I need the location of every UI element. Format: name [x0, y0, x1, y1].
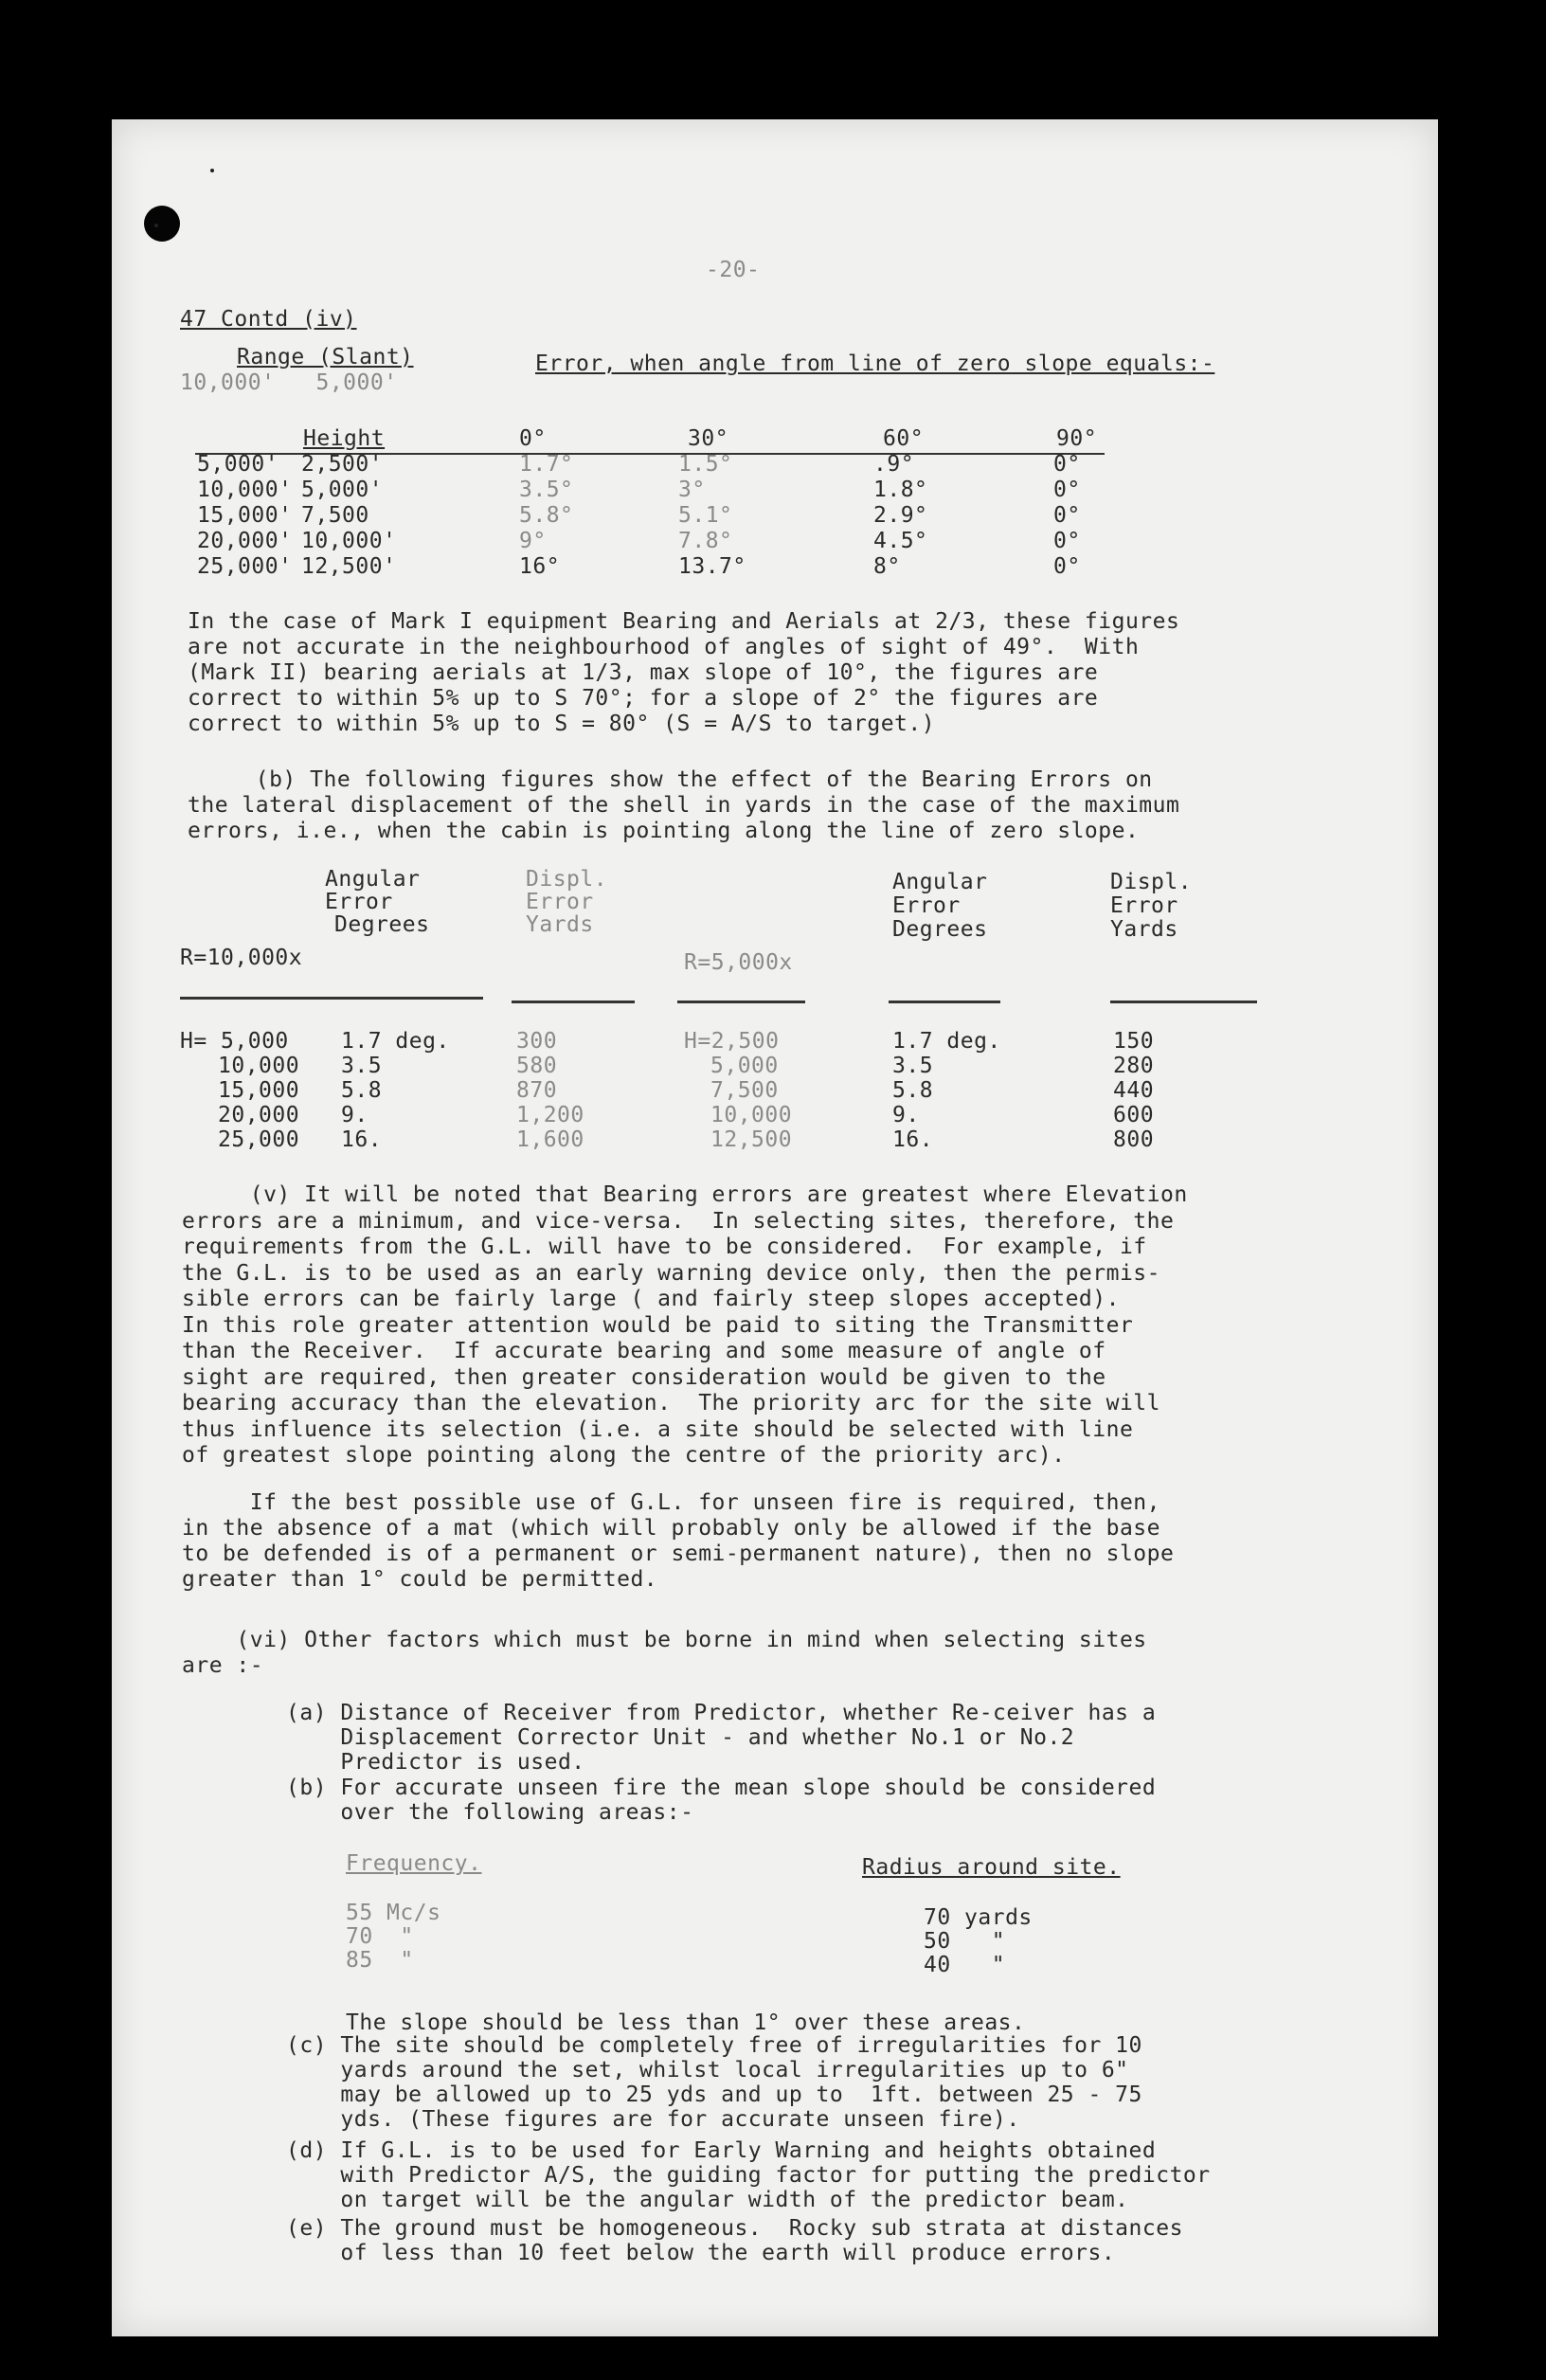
- para3-line: sible errors can be fairly large ( and fairly steep slopes accepted).: [182, 1287, 1120, 1311]
- table1-cell: 3.5°: [519, 478, 574, 502]
- left-range-label: R=10,000x: [180, 946, 303, 970]
- table2-cell: H=2,500: [684, 1029, 780, 1054]
- para5-line: (vi) Other factors which must be borne in mind when selecting sites: [182, 1628, 1147, 1652]
- table2-rule: [677, 1001, 805, 1003]
- table1-cell: 5,000': [301, 478, 384, 502]
- table1-cell: 1.7°: [519, 452, 574, 477]
- item-a-line: Predictor is used.: [286, 1750, 585, 1775]
- table1-cell: .9°: [873, 452, 915, 477]
- error-header: Error, when angle from line of zero slope equals:-: [535, 352, 1215, 376]
- table2-cell: 5,000: [710, 1054, 779, 1078]
- table1-cell: 1.5°: [678, 452, 733, 477]
- table1-cell: 1.8°: [873, 478, 928, 502]
- frequency-cell: 85 ": [346, 1948, 414, 1973]
- page-number: -20-: [706, 258, 761, 282]
- left-angular-header: Angular: [325, 867, 421, 892]
- table1-cell: 5.8°: [519, 503, 574, 528]
- range-header: Range (Slant): [237, 345, 414, 370]
- table1-cell: 5.1°: [678, 503, 733, 528]
- para3-line: errors are a minimum, and vice-versa. In selecting sites, therefore, the: [182, 1208, 1175, 1234]
- table2-cell: 12,500: [710, 1127, 793, 1152]
- para3-line: of greatest slope pointing along the centre of the priority arc).: [182, 1443, 1066, 1468]
- table2-rule: [180, 997, 483, 1000]
- table1-cell: 2.9°: [873, 503, 928, 528]
- table1-cell: 16°: [519, 554, 561, 579]
- table2-rule: [1110, 1001, 1257, 1003]
- item-d-line: (d) If G.L. is to be used for Early Warning and heights obtained: [286, 2138, 1157, 2163]
- table2-cell: 1.7 deg.: [892, 1029, 1001, 1054]
- range-values: 10,000' 5,000': [180, 370, 398, 395]
- table2-cell: 5.8: [892, 1078, 934, 1103]
- item-b-line: (b) For accurate unseen fire the mean slope should be considered: [286, 1776, 1157, 1800]
- table1-cell: 0°: [1053, 529, 1081, 553]
- left-displ-header: Displ.: [526, 867, 608, 892]
- table1-cell: 0°: [1053, 503, 1081, 528]
- table2-cell: H= 5,000: [180, 1029, 289, 1054]
- right-range-label: R=5,000x: [684, 950, 793, 975]
- right-angular-header: Degrees: [892, 917, 988, 942]
- height-header: Height: [303, 426, 386, 451]
- table2-cell: 9.: [341, 1103, 369, 1127]
- para2-line: the lateral displacement of the shell in yards in the case of the maximum: [188, 793, 1180, 818]
- table1-cell: 0°: [1053, 478, 1081, 502]
- frequency-cell: 55 Mc/s: [346, 1901, 441, 1925]
- table1-cell: 9°: [519, 529, 547, 553]
- slope-note: The slope should be less than 1° over these areas.: [346, 2010, 1026, 2035]
- table2-cell: 870: [516, 1078, 558, 1103]
- table1-cell: 4.5°: [873, 529, 928, 553]
- table2-cell: 16.: [892, 1127, 934, 1152]
- right-angular-header: Error: [892, 893, 961, 918]
- item-c-line: (c) The site should be completely free of irregularities for 10: [286, 2033, 1142, 2058]
- table2-cell: 7,500: [710, 1078, 779, 1103]
- right-displ-header: Displ.: [1110, 870, 1193, 894]
- angle-header-90: 90°: [1056, 426, 1098, 451]
- table2-cell: 3.5: [341, 1054, 383, 1078]
- para4-line: to be defended is of a permanent or semi-permanent nature), then no slope: [182, 1542, 1175, 1566]
- table2-cell: 20,000: [218, 1103, 300, 1127]
- para1-line: correct to within 5% up to S = 80° (S = A/S to target.): [188, 712, 936, 736]
- para4-line: greater than 1° could be permitted.: [182, 1567, 658, 1592]
- radius-cell: 70 yards: [924, 1905, 1033, 1930]
- item-e-line: (e) The ground must be homogeneous. Rocky sub strata at distances: [286, 2216, 1183, 2241]
- table1-cell: 7,500: [301, 503, 369, 528]
- angle-header-60: 60°: [883, 426, 925, 451]
- para1-line: correct to within 5% up to S 70°; for a slope of 2° the figures are: [188, 686, 1099, 711]
- para2-line: errors, i.e., when the cabin is pointing along the line of zero slope.: [188, 819, 1140, 843]
- para1-line: In the case of Mark I equipment Bearing and Aerials at 2/3, these figures: [188, 609, 1180, 634]
- table1-cell: 0°: [1053, 452, 1081, 477]
- table1-cell: 10,000': [197, 478, 293, 502]
- table1-cell: 5,000': [197, 452, 279, 477]
- table2-cell: 1,200: [516, 1103, 584, 1127]
- table2-cell: 16.: [341, 1127, 383, 1152]
- item-e-line: of less than 10 feet below the earth will produce errors.: [286, 2241, 1116, 2265]
- para3-line: In this role greater attention would be paid to siting the Transmitter: [182, 1312, 1134, 1338]
- radius-cell: 40 ": [924, 1953, 1006, 1977]
- frequency-cell: 70 ": [346, 1924, 414, 1949]
- item-a-line: Displacement Corrector Unit - and whether No.1 or No.2: [286, 1725, 1075, 1750]
- right-angular-header: Angular: [892, 870, 988, 894]
- table2-cell: 300: [516, 1029, 558, 1054]
- para5-line: are :-: [182, 1653, 264, 1678]
- para3-line: sight are required, then greater consideration would be given to the: [182, 1364, 1106, 1390]
- table2-cell: 280: [1113, 1054, 1155, 1078]
- punch-hole: [144, 206, 180, 242]
- table2-cell: 10,000: [218, 1054, 300, 1078]
- table2-cell: 9.: [892, 1103, 920, 1127]
- table1-cell: 2,500': [301, 452, 384, 477]
- table2-rule: [512, 1001, 635, 1003]
- section-heading: 47 Contd (iv): [180, 307, 357, 332]
- table2-rule: [889, 1001, 1000, 1003]
- item-c-line: yards around the set, whilst local irregularities up to 6": [286, 2058, 1129, 2082]
- table1-cell: 13.7°: [678, 554, 746, 579]
- table1-cell: 7.8°: [678, 529, 733, 553]
- table2-cell: 1,600: [516, 1127, 584, 1152]
- left-displ-header: Yards: [526, 912, 594, 937]
- item-d-line: on target will be the angular width of the predictor beam.: [286, 2188, 1129, 2212]
- table2-cell: 25,000: [218, 1127, 300, 1152]
- table1-cell: 0°: [1053, 554, 1081, 579]
- para3-line: requirements from the G.L. will have to be considered. For example, if: [182, 1235, 1147, 1259]
- table2-cell: 800: [1113, 1127, 1155, 1152]
- radius-header: Radius around site.: [862, 1855, 1121, 1880]
- table1-cell: 8°: [873, 554, 901, 579]
- table2-cell: 3.5: [892, 1054, 934, 1078]
- para1-line: are not accurate in the neighbourhood of angles of sight of 49°. With: [188, 635, 1140, 659]
- item-c-line: may be allowed up to 25 yds and up to 1ft. between 25 - 75: [286, 2082, 1142, 2107]
- table2-cell: 150: [1113, 1029, 1155, 1054]
- table2-cell: 440: [1113, 1078, 1155, 1103]
- para3-line: bearing accuracy than the elevation. The priority arc for the site will: [182, 1391, 1160, 1415]
- speck: [210, 169, 214, 172]
- table2-cell: 10,000: [710, 1103, 793, 1127]
- item-d-line: with Predictor A/S, the guiding factor for putting the predictor: [286, 2163, 1211, 2188]
- right-displ-header: Error: [1110, 893, 1178, 918]
- left-angular-header: Degrees: [334, 912, 430, 937]
- table1-cell: 25,000': [197, 554, 293, 579]
- radius-cell: 50 ": [924, 1929, 1006, 1954]
- table2-cell: 15,000: [218, 1078, 300, 1103]
- para4-line: If the best possible use of G.L. for unseen fire is required, then,: [182, 1490, 1160, 1515]
- table1-cell: 3°: [678, 478, 706, 502]
- para4-line: in the absence of a mat (which will probably only be allowed if the base: [182, 1516, 1160, 1541]
- para2-line: (b) The following figures show the effect of the Bearing Errors on: [188, 767, 1153, 792]
- para3-line: than the Receiver. If accurate bearing and some measure of angle of: [182, 1339, 1106, 1363]
- speck: [154, 224, 158, 227]
- item-c-line: yds. (These figures are for accurate unseen fire).: [286, 2107, 1020, 2132]
- left-displ-header: Error: [526, 890, 594, 914]
- item-a-line: (a) Distance of Receiver from Predictor, whether Re-ceiver has a: [286, 1701, 1157, 1725]
- table2-cell: 5.8: [341, 1078, 383, 1103]
- para3-line: (v) It will be noted that Bearing errors are greatest where Elevation: [182, 1182, 1188, 1207]
- angle-header-0: 0°: [519, 426, 547, 451]
- table1-cell: 10,000': [301, 529, 397, 553]
- item-b-line: over the following areas:-: [286, 1800, 694, 1825]
- para3-line: the G.L. is to be used as an early warning device only, then the permis-: [182, 1260, 1160, 1286]
- table1-cell: 12,500': [301, 554, 397, 579]
- para3-line: thus influence its selection (i.e. a site should be selected with line: [182, 1416, 1134, 1442]
- frequency-header: Frequency.: [346, 1851, 482, 1876]
- table2-cell: 1.7 deg.: [341, 1029, 450, 1054]
- table2-cell: 600: [1113, 1103, 1155, 1127]
- table2-cell: 580: [516, 1054, 558, 1078]
- left-angular-header: Error: [325, 890, 393, 914]
- right-displ-header: Yards: [1110, 917, 1178, 942]
- table1-cell: 15,000': [197, 503, 293, 528]
- table1-cell: 20,000': [197, 529, 293, 553]
- para1-line: (Mark II) bearing aerials at 1/3, max slope of 10°, the figures are: [188, 660, 1099, 685]
- angle-header-30: 30°: [688, 426, 729, 451]
